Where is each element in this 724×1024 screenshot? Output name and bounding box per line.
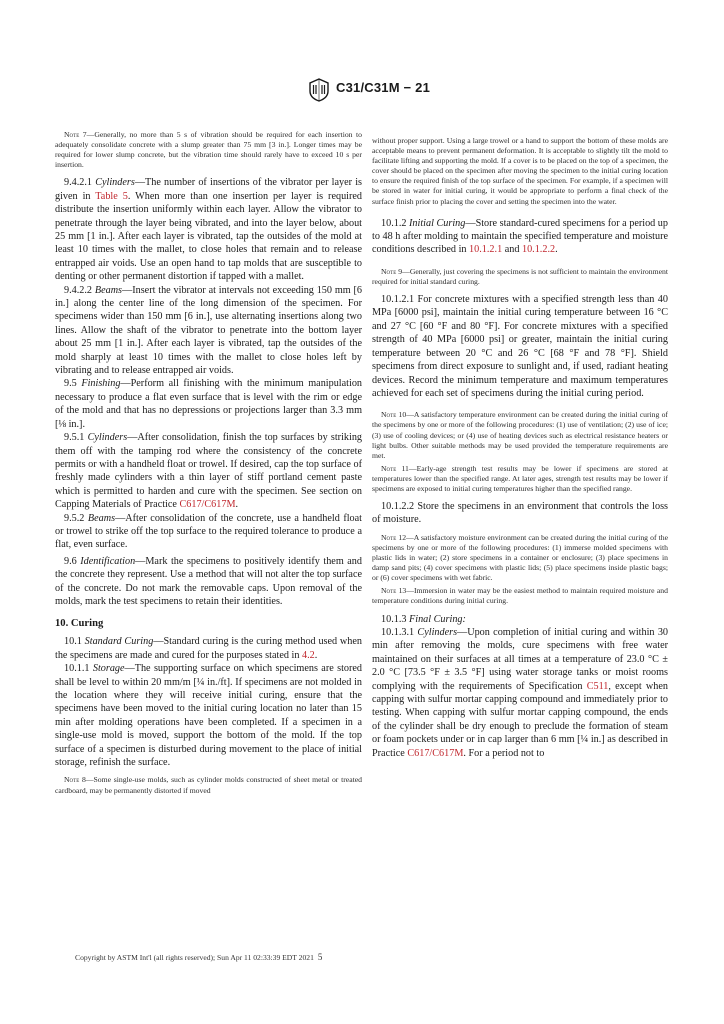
para-title: Finishing: [81, 378, 121, 390]
para-9-4-2-1: [55, 176, 362, 283]
note-13-label: Note 13: [381, 586, 407, 596]
para-title: Identification: [80, 555, 136, 567]
para-9-5-2: [55, 512, 362, 552]
section-10-heading: 10. Curing: [55, 618, 104, 630]
para-number: 9.4.2.2: [64, 284, 93, 296]
section-10-1-2-2-link[interactable]: 10.1.2.2: [521, 244, 556, 256]
table-5-link[interactable]: Table 5: [95, 190, 128, 202]
para-9-4-2-2: [55, 284, 362, 378]
para-text: —Mark the specimens to positively identify them and the concrete they represent. Use a method that will not alter the top surface of the concrete. Do not mark the removable caps. Upon removal of the molds, mark the test specimens to retain their identities.: [55, 555, 362, 607]
c617-link[interactable]: C617/C617M: [179, 499, 236, 511]
note-11-label: Note 11: [381, 463, 409, 473]
para-number: 9.5.2: [64, 512, 85, 524]
para-number: 10.1.3.1: [381, 626, 415, 638]
note-13-text: —Immersion in water may be the easiest method to maintain required moisture and temperature conditions during initial curing.: [372, 586, 668, 606]
para-10-1-2: [372, 217, 668, 257]
page-number: 5: [317, 952, 323, 962]
para-title: Beams: [94, 284, 123, 296]
page-header: [0, 78, 724, 104]
para-text: —After consolidation, finish the top surfaces by striking them off with the tamping rod where the consistency of the concrete permits or with a handheld float or trowel. If desired, cap the top surface of freshly made cylinders with a thin layer of stiff portland cement paste which is permitted to harden and cure with the specimen. See section on Capping Materials of Practice: [55, 432, 363, 511]
para-number: 10.1: [64, 636, 82, 648]
para-9-5: [55, 377, 362, 431]
para-text: —Insert the vibrator at intervals not exceeding 150 mm [6 in.] along the center line of the long dimension of the specimen. For specimens wider than 150 mm [6 in.], use alternating insertions along two lines. Allow the shaft of the vibrator to penetrate into the bottom layer about 25 mm [1 in.]. After each layer is vibrated, tap the outsides of the mold sharply at least 10 times with the mallet to close holes left by vibrating and to release entrapped air voids.: [55, 284, 363, 377]
para-title: Standard Curing: [84, 636, 154, 648]
para-text: —The supporting surface on which specimens are stored shall be level to within 20 mm/m [¼ in./ft]. If specimens are not molded in the location where they will receive initial curing, ensure that the specimens have been moved to the initial curing location no later than 15 min after molding operations have been completed. If a specimen in a single-use mold is moved, support the bottom of the mold. If the top surface of a specimen is disturbed during movement to the place of initial storage, refinish the surface.: [55, 663, 362, 769]
para-10-1-3: [372, 613, 668, 626]
left-column: [55, 130, 362, 796]
para-title: Final Curing:: [409, 613, 466, 625]
note-8-text: —Some single-use molds, such as cylinder molds constructed of sheet metal or treated cardboard, may be permanently distorted if moved: [55, 775, 362, 795]
para-10-1-1: [55, 662, 362, 769]
para-text: —Standard curing is the curing method used when the specimens are made and cured for the purposes stated in: [55, 636, 362, 661]
note-11-text: —Early-age strength test results may be lower if specimens are stored at temperatures lower than the specified range. At later ages, strength test results may be lower if specimens are exposed to initial curing temperatures higher than the specified range.: [372, 463, 668, 493]
para-title: Cylinders: [417, 626, 458, 638]
note-12: [372, 533, 668, 583]
note-10: [372, 410, 668, 460]
para-text: —Upon completion of initial curing and within 30 min after removing the molds, cure specimens with free water maintained on their surfaces at all times at a temperature of 23.0 °C ± 2.0 °C [73.5 °F ± 3.5 °F] using water storage tanks or moist rooms complying with the requirements of Specification: [372, 626, 669, 692]
para-number: 9.5: [64, 378, 77, 390]
note-11: [372, 464, 668, 494]
page-footer: [75, 952, 675, 962]
c617-link[interactable]: C617/C617M: [407, 747, 464, 759]
para-10-1-2-2: [372, 500, 668, 527]
para-10-1-2-1: [372, 293, 668, 400]
right-column: [372, 136, 668, 760]
note-7-text: —Generally, no more than 5 s of vibration should be required for each insertion to adequately consolidate concrete with a slump greater than 75 mm [3 in.]. Longer times may be required for lower slump concrete, but the vibration time should rarely have to exceed 10 s per insertion.: [55, 130, 362, 170]
para-number: 9.5.1: [64, 432, 85, 444]
para-text: —Perform all finishing with the minimum manipulation necessary to produce a flat even surface that is level with the rim or edge of the mold and that has no depressions or projections larger than 3.3 mm [⅛ in.].: [55, 378, 363, 430]
para-title: Cylinders: [87, 432, 128, 444]
para-text: .: [235, 499, 239, 511]
para-10-1: [55, 635, 362, 662]
note-7-label: Note 7: [64, 130, 87, 139]
para-9-5-1: [55, 431, 362, 511]
note-13: [372, 586, 668, 606]
para-number: 10.1.1: [64, 663, 90, 675]
note-8-label: Note 8: [64, 775, 86, 785]
para-text: and: [502, 244, 522, 256]
para-title: Cylinders: [95, 177, 135, 189]
para-text: .: [314, 649, 318, 661]
copyright-text: Copyright by ASTM Int'l (all rights reserved); Sun Apr 11 02:33:39 EDT 2021: [75, 953, 314, 962]
para-text: . For a period not to: [463, 747, 545, 759]
para-title: Initial Curing: [409, 217, 466, 229]
para-text: —Store standard-cured specimens for a period up to 48 h after molding to maintain the specified temperature and moisture conditions described in: [372, 217, 668, 256]
para-text: . When more than one insertion per layer is required distribute the insertion uniformly within each layer. Allow the vibrator to penetrate through the layer being vibrated, and into the layer below, about 25 mm [1 in.]. After each layer is vibrated, tap the outsides of the mold at least 10 times with the mallet, to close holes that remain and to release entrapped air voids. Use an open hand to tap molds that are susceptible to denting or other permanent distortion if tapped with a mallet.: [55, 190, 363, 283]
para-number: 9.6: [64, 555, 77, 567]
note-8-continued: without proper support. Using a large trowel or a hand to support the bottom of these molds are acceptable means to prevent permanent deformation. It is acceptable to slightly tilt the mold to facilitate lifting and supporting the mold. If a cover is to be placed on the top of a specimen, the cover should be placed on the specimen after moving the specimen to the initial curing location to ensure the required finish of the top surface of the specimen. For example, if a specimen will be stored in water for initial curing, it would be appropriate to perform a final check of the surface finish prior to placing the cover and setting the specimen into the water.: [372, 136, 668, 206]
astm-logo-icon: [308, 78, 330, 102]
note-9-text: —Generally, just covering the specimens is not sufficient to maintain the environment required for initial standard curing.: [372, 266, 668, 286]
para-number: 10.1.2.1: [381, 294, 415, 306]
para-10-1-3-1: [372, 626, 668, 760]
note-10-text: —A satisfactory temperature environment can be created during the initial curing of the specimens by one or more of the following procedures: (1) use of ventilation; (2) use of ice; (3) use of cooling devices; or (4) use of heating devices such as electrical resistance heaters or light bulbs. Other suitable methods may be used provided the temperature requirements are met.: [372, 410, 668, 460]
para-text: .: [555, 244, 558, 256]
para-number: 10.1.2: [381, 217, 407, 229]
c511-link[interactable]: C511: [586, 680, 609, 692]
para-9-6: [55, 555, 362, 609]
note-9: [372, 267, 668, 287]
para-text: —The number of insertions of the vibrator per layer is given in: [55, 177, 363, 202]
para-title: Beams: [87, 512, 116, 524]
para-text: —After consolidation of the concrete, use a handheld float or trowel to strike off the top surface to the required tolerance to produce a flat, even surface.: [55, 512, 362, 551]
para-number: 9.4.2.1: [64, 177, 93, 189]
note-12-label: Note 12: [381, 532, 407, 542]
note-9-label: Note 9: [381, 266, 403, 276]
standard-designation: C31/C31M − 21: [336, 80, 431, 95]
note-10-label: Note 10: [381, 410, 407, 420]
section-4-2-link[interactable]: 4.2: [301, 649, 315, 661]
note-7: [55, 130, 362, 170]
para-text: For concrete mixtures with a specified strength less than 40 MPa [6000 psi], maintain the initial curing temperature between 16 °C and 27 °C [60 °F and 80 °F]. For concrete mixtures with a specified strength of 40 MPa [6000 psi] or greater, maintain the initial curing temperature between 20 °C and 26 °C [68 °F and 78 °F]. Shield specimens from direct exposure to sunlight and, if used, radiant heating devices. Record the minimum temperature and maximum temperatures achieved for each set of specimens during the initial curing period.: [372, 294, 668, 399]
note-8: [55, 775, 362, 795]
para-text: , except when capping with sulfur mortar capping compound and immediately prior to testing. When capping with sulfur mortar capping compound, the ends of the cylinder shall be dry enough to preclude the formation of steam or foam pockets under or in cap larger than 6 mm [¼ in.] as described in Practice: [372, 680, 668, 759]
para-number: 10.1.3: [381, 613, 407, 625]
note-12-text: —A satisfactory moisture environment can be created during the initial curing of the specimens by one or more of the following procedures: (1) immerse molded specimens with plastic lids in water; (2) store specimens in a container or enclosure; (3) place specimens in damp sand pits; (4) cover specimens with plastic lids; (5) place specimens inside plastic bags; or (6) cover specimens with wet fabric.: [372, 532, 668, 583]
para-title: Storage: [92, 663, 125, 675]
para-text: Store the specimens in an environment that controls the loss of moisture.: [372, 501, 669, 526]
para-number: 10.1.2.2: [381, 501, 415, 513]
section-10-1-2-1-link[interactable]: 10.1.2.1: [469, 244, 503, 256]
